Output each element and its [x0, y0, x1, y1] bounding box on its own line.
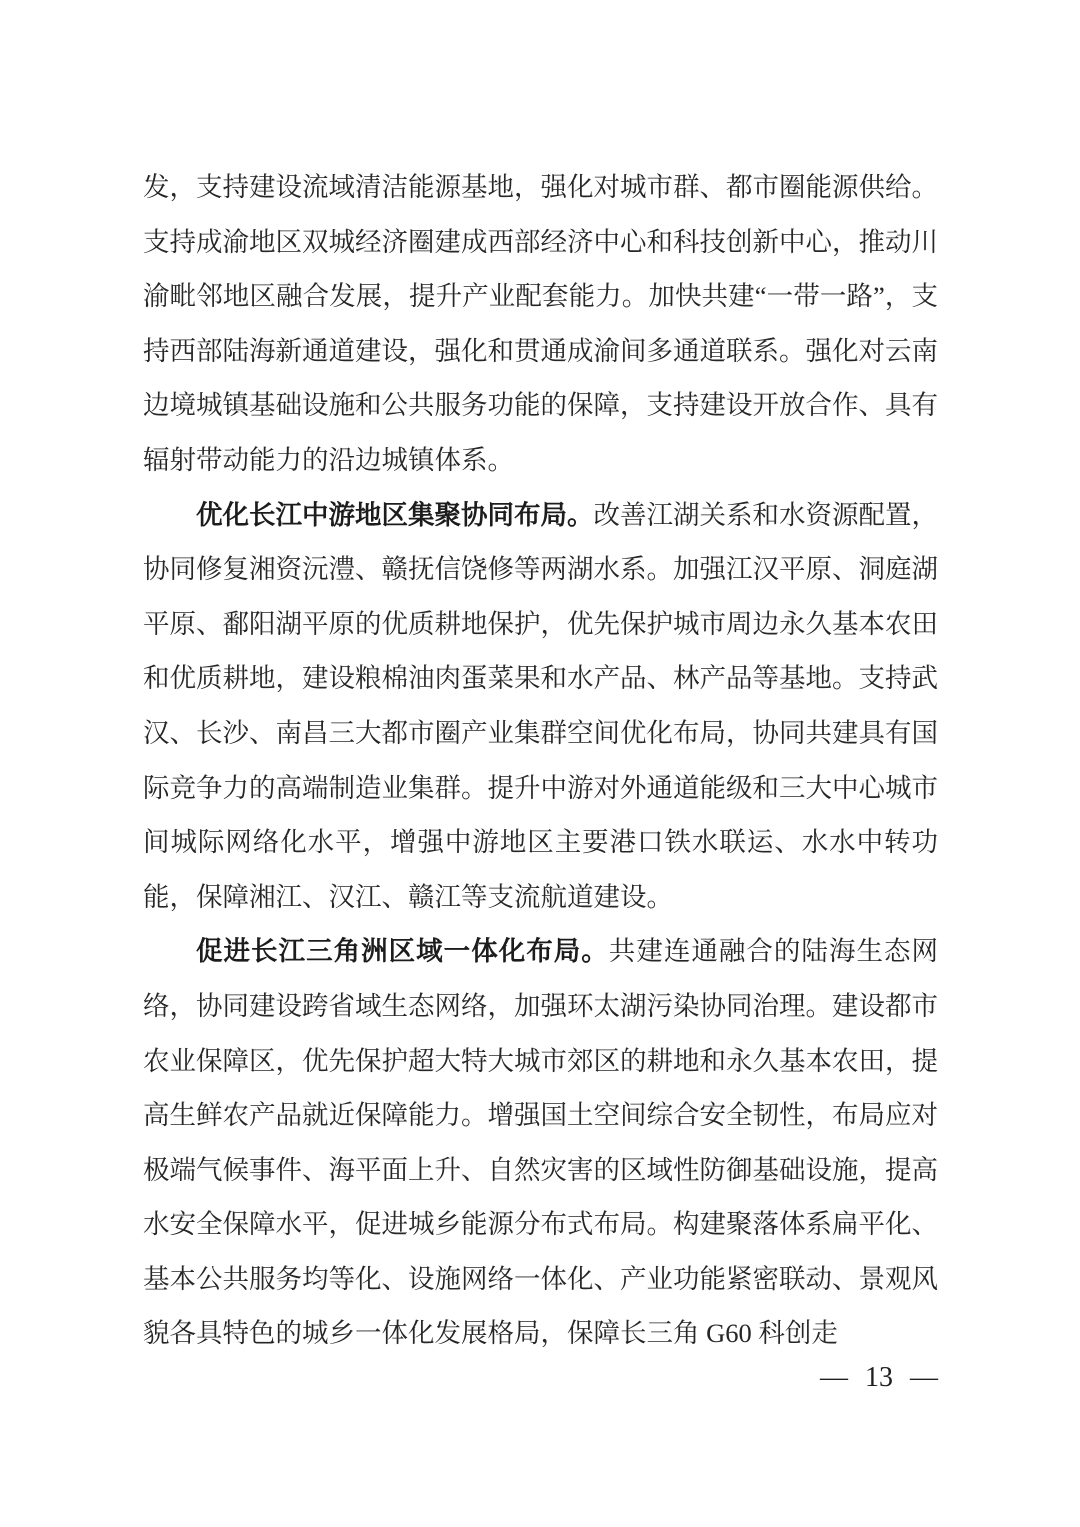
- paragraph-text: 发，支持建设流域清洁能源基地，强化对城市群、都市圈能源供给。支持成渝地区双城经济圈建成西部经济中心和科技创新中心，推动川渝毗邻地区融合发展，提升产业配套能力。加快共建“一带一路”，支持西部陆海新通道建设，强化和贯通成渝间多通道联系。强化对云南边境城镇基础设施和公共服务功能的保障，支持建设开放合作、具有辐射带动能力的沿边城镇体系。: [143, 172, 938, 475]
- paragraph-middle-yangtze: [143, 488, 938, 925]
- paragraph-text: 共建连通融合的陆海生态网络，协同建设跨省域生态网络，加强环太湖污染协同治理。建设都市农业保障区，优先保护超大特大城市郊区的耕地和永久基本农田，提高生鲜农产品就近保障能力。增强国土空间综合安全韧性，布局应对极端气候事件、海平面上升、自然灾害的区域性防御基础设施，提高水安全保障水平，促进城乡能源分布式布局。构建聚落体系扁平化、基本公共服务均等化、设施网络一体化、产业功能紧密联动、景观风貌各具特色的城乡一体化发展格局，保障长三角 G60 科创走: [143, 936, 939, 1349]
- paragraph-lead: 促进长江三角洲区域一体化布局。: [196, 936, 609, 967]
- page-number: — 13 —: [820, 1362, 938, 1393]
- page-footer: [820, 1362, 938, 1394]
- paragraph-continuation: [143, 160, 938, 488]
- paragraph-text: 改善江湖关系和水资源配置，协同修复湘资沅澧、赣抚信饶修等两湖水系。加强江汉平原、洞庭湖平原、鄱阳湖平原的优质耕地保护，优先保护城市周边永久基本农田和优质耕地，建设粮棉油肉蛋菜果和水产品、林产品等基地。支持武汉、长沙、南昌三大都市圈产业集群空间优化布局，协同共建具有国际竞争力的高端制造业集群。提升中游对外通道能级和三大中心城市间城际网络化水平，增强中游地区主要港口铁水联运、水水中转功能，保障湘江、汉江、赣江等支流航道建设。: [143, 499, 938, 912]
- paragraph-yangtze-delta: [143, 924, 938, 1361]
- paragraph-lead: 优化长江中游地区集聚协同布局。: [196, 499, 594, 530]
- document-body: [143, 160, 938, 1361]
